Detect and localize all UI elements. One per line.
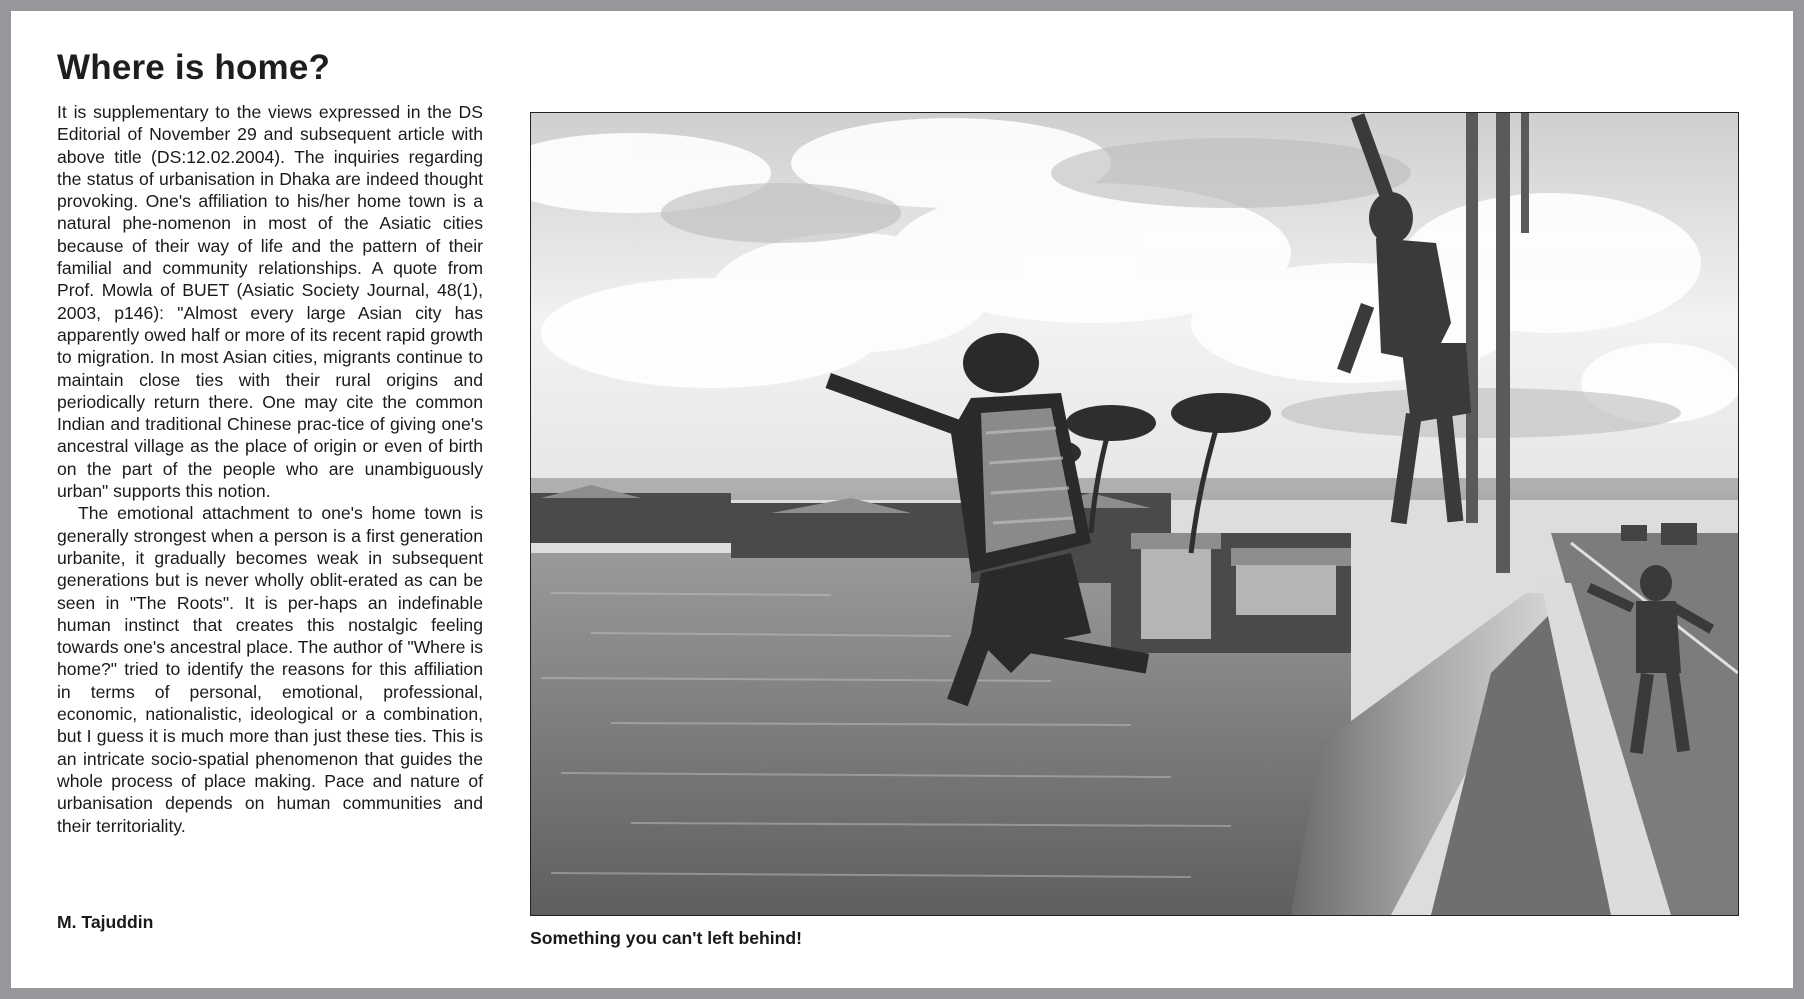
photo-illustration xyxy=(531,113,1738,915)
article-paragraph: The emotional attachment to one's home town is generally strongest when a person is a first generation urbanite, it gradually becomes weak in subsequent generations but is never wholly oblit-erated as can be seen in "The Roots". It is per-haps an indefinable human instinct that creates this nostalgic feeling towards one's ancestral place. The author of "Where is home?" tried to identify the reasons for this affiliation in terms of personal, emotional, professional, economic, nationalistic, ideological or a combination, but I guess it is much more than just these ties. This is an intricate socio-spatial phenomenon that guides the whole process of place making. Pace and nature of urbanisation depends on human communities and their territoriality. xyxy=(57,503,483,836)
author-byline: M. Tajuddin xyxy=(57,912,154,932)
headline: Where is home? xyxy=(57,48,331,87)
photo-caption: Something you can't left behind! xyxy=(530,928,802,948)
news-photo xyxy=(530,112,1739,916)
article-paragraph: It is supplementary to the views expressed in the DS Editorial of November 29 and subsequent article with above title (DS:12.02.2004). The inquiries regarding the status of urbanisation in Dhaka are indeed thought provoking. One's affiliation to his/her home town is a natural phe-nomenon in most of the Asiatic cities because of their way of life and the pattern of their familial and community relationships. A quote from Prof. Mowla of BUET (Asiatic Society Journal, 48(1), 2003, p146): "Almost every large Asian city has apparently owed half or more of its recent rapid growth to migration. In most Asian cities, migrants continue to maintain close ties with their rural origins and periodically return there. One may cite the common Indian and traditional Chinese prac-tice of giving one's ancestral village as the place of origin or even of birth on the part of the people who are unambiguously urban" supports this notion. xyxy=(57,102,483,502)
article-body xyxy=(57,101,483,837)
